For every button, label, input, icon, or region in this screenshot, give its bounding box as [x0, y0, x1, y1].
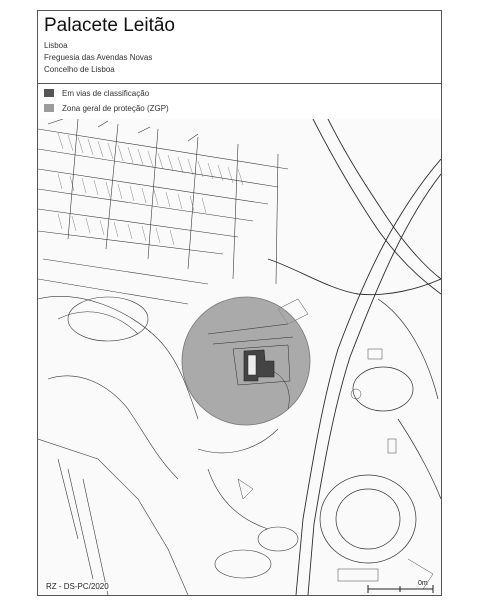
classification-swatch-icon: [44, 89, 54, 97]
legend-label: Em vias de classificação: [62, 88, 150, 98]
zgp-swatch-icon: [44, 104, 54, 112]
scale-label: 0m: [418, 580, 428, 587]
legend-item-classification: [44, 87, 149, 99]
map-sheet: [37, 10, 442, 596]
location-parish: Freguesia das Avendas Novas: [44, 53, 153, 62]
legend: [38, 84, 441, 118]
page-title: Palacete Leitão: [44, 15, 175, 36]
legend-item-zgp: [44, 102, 169, 114]
location-city: Lisboa: [44, 41, 68, 50]
header: [38, 11, 441, 84]
map-canvas[interactable]: [38, 119, 441, 595]
legend-label: Zona geral de proteção (ZGP): [62, 103, 169, 113]
location-municipality: Concelho de Lisboa: [44, 65, 115, 74]
document-code: RZ - DS-PC/2020: [46, 582, 109, 591]
